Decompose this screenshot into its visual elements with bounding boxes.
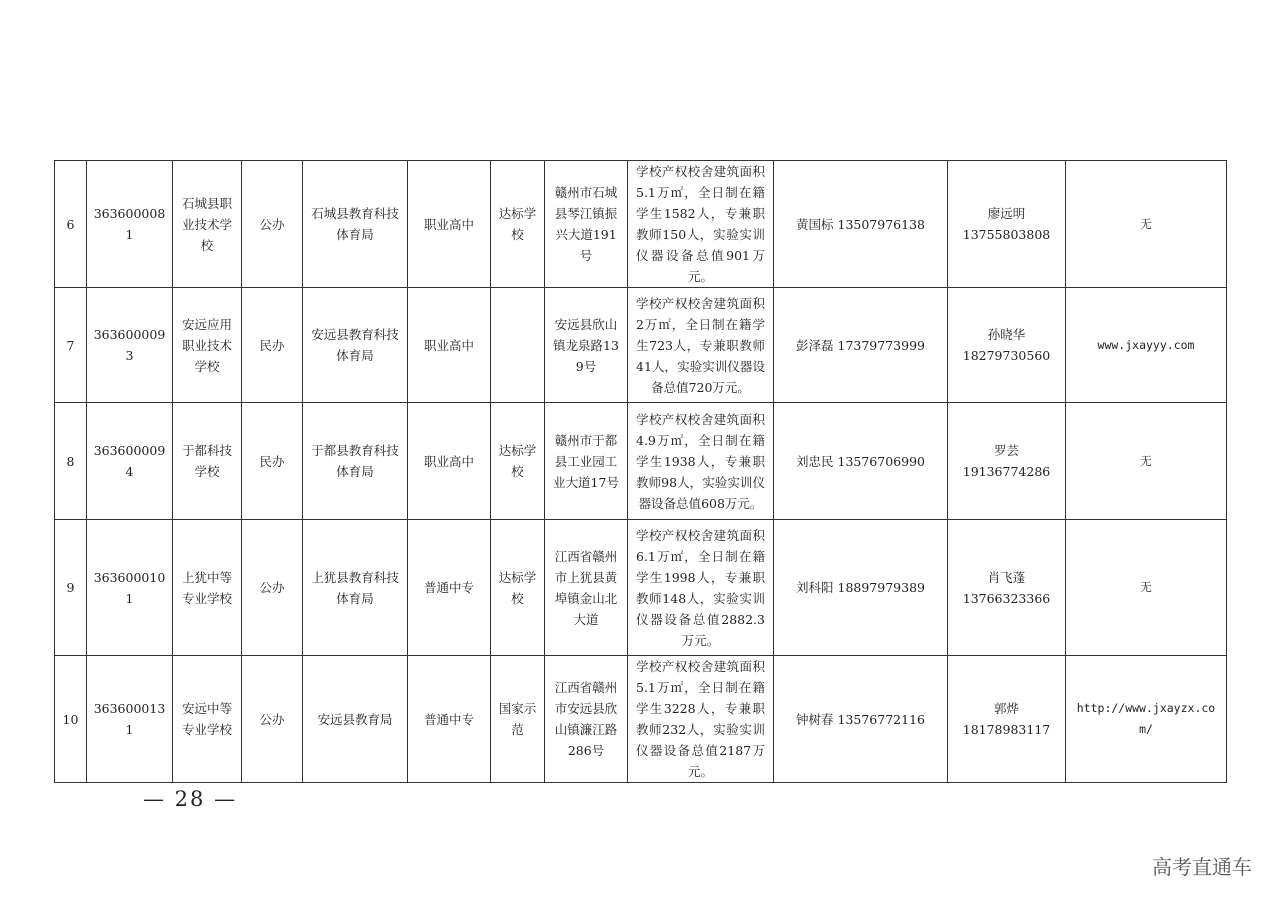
school-name-cell: 上犹中等专业学校 [173,520,242,656]
contact-cell: 郭烨 18178983117 [948,656,1066,783]
table-row [55,520,1227,656]
school-code-cell: 3636000131 [87,656,173,783]
description-cell: 学校产权校舍建筑面积5.1万㎡，全日制在籍学生1582人，专兼职教师150人，实验实训仪器设备总值901万元。 [628,161,774,288]
row-number-cell: 9 [55,520,87,656]
website-cell: www.jxayyy.com [1066,288,1227,403]
school-level-cell: 职业高中 [408,288,491,403]
school-info-table [54,160,1227,783]
row-number-cell: 7 [55,288,87,403]
website-cell: http://www.jxayzx.com/ [1066,656,1227,783]
address-cell: 赣州市于都县工业园工业大道17号 [545,403,628,520]
principal-cell: 黄国标 13507976138 [774,161,948,288]
school-status-cell: 国家示范 [491,656,545,783]
description-cell: 学校产权校舍建筑面积5.1万㎡，全日制在籍学生3228人，专兼职教师232人，实验实训仪器设备总值2187万元。 [628,656,774,783]
school-name-cell: 于都科技学校 [173,403,242,520]
principal-cell: 钟树春 13576772116 [774,656,948,783]
website-cell: 无 [1066,520,1227,656]
principal-cell: 刘科阳 18897979389 [774,520,948,656]
row-number-cell: 6 [55,161,87,288]
school-type-cell: 民办 [242,403,303,520]
table-row [55,656,1227,783]
school-code-cell: 3636000094 [87,403,173,520]
contact-cell: 肖飞蓬 13766323366 [948,520,1066,656]
row-number-cell: 8 [55,403,87,520]
school-level-cell: 职业高中 [408,403,491,520]
authority-cell: 安远县教育局 [303,656,408,783]
school-status-cell: 达标学校 [491,520,545,656]
contact-cell: 孙晓华 18279730560 [948,288,1066,403]
school-status-cell [491,288,545,403]
school-type-cell: 公办 [242,520,303,656]
school-code-cell: 3636000081 [87,161,173,288]
table-row [55,403,1227,520]
school-status-cell: 达标学校 [491,161,545,288]
description-cell: 学校产权校舍建筑面积6.1万㎡，全日制在籍学生1998人，专兼职教师148人，实验实训仪器设备总值2882.3万元。 [628,520,774,656]
contact-cell: 罗芸 19136774286 [948,403,1066,520]
website-cell: 无 [1066,403,1227,520]
page-number: — 28 — [143,787,238,811]
school-name-cell: 安远中等专业学校 [173,656,242,783]
school-name-cell: 安远应用职业技术学校 [173,288,242,403]
school-type-cell: 民办 [242,288,303,403]
website-cell: 无 [1066,161,1227,288]
school-level-cell: 职业高中 [408,161,491,288]
school-status-cell: 达标学校 [491,403,545,520]
principal-cell: 刘忠民 13576706990 [774,403,948,520]
school-type-cell: 公办 [242,161,303,288]
description-cell: 学校产权校舍建筑面积2万㎡，全日制在籍学生723人，专兼职教师41人，实验实训仪器设备总值720万元。 [628,288,774,403]
address-cell: 江西省赣州市安远县欣山镇濂江路286号 [545,656,628,783]
authority-cell: 石城县教育科技体育局 [303,161,408,288]
watermark-logo-text: 高考直通车 [1152,855,1252,879]
school-code-cell: 3636000101 [87,520,173,656]
school-level-cell: 普通中专 [408,656,491,783]
table-row [55,288,1227,403]
authority-cell: 于都县教育科技体育局 [303,403,408,520]
address-cell: 安远县欣山镇龙泉路139号 [545,288,628,403]
school-code-cell: 3636000093 [87,288,173,403]
contact-cell: 廖远明 13755803808 [948,161,1066,288]
row-number-cell: 10 [55,656,87,783]
address-cell: 赣州市石城县琴江镇振兴大道191号 [545,161,628,288]
table-row [55,161,1227,288]
school-level-cell: 普通中专 [408,520,491,656]
description-cell: 学校产权校舍建筑面积4.9万㎡，全日制在籍学生1938人，专兼职教师98人，实验实训仪器设备总值608万元。 [628,403,774,520]
authority-cell: 安远县教育科技体育局 [303,288,408,403]
school-name-cell: 石城县职业技术学校 [173,161,242,288]
school-type-cell: 公办 [242,656,303,783]
address-cell: 江西省赣州市上犹县黄埠镇金山北大道 [545,520,628,656]
principal-cell: 彭泽磊 17379773999 [774,288,948,403]
authority-cell: 上犹县教育科技体育局 [303,520,408,656]
